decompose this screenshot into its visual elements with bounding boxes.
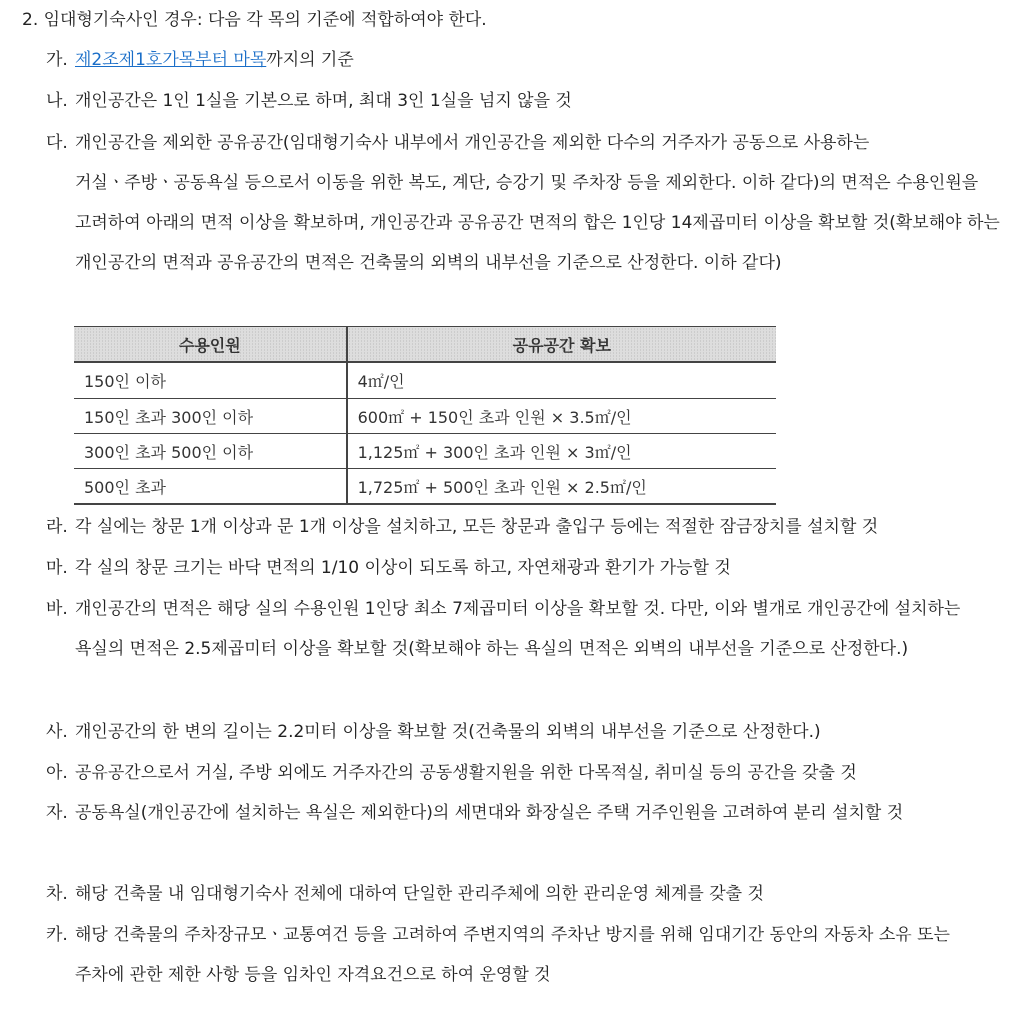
list-item-ba: [46, 589, 1004, 669]
list-item-a: [46, 753, 1004, 793]
table-row: [74, 362, 776, 399]
table-row: [74, 469, 776, 505]
item-marker: 자.: [46, 803, 68, 823]
item-marker: 라.: [46, 517, 68, 537]
item-marker: 나.: [46, 91, 68, 111]
item-marker: 사.: [46, 722, 68, 742]
list-item-ga: [46, 40, 1004, 80]
item-text: 개인공간의 한 변의 길이는 2.2미터 이상을 확보할 것(건축물의 외벽의 내부선을 기준으로 산정한다.): [75, 722, 821, 742]
list-item-na: [46, 81, 1004, 121]
column-header-shared-space: 공유공간 확보: [347, 327, 776, 363]
shared-space-table: [74, 326, 776, 505]
column-header-capacity: 수용인원: [74, 327, 347, 363]
table-cell-capacity: 150인 초과 300인 이하: [74, 399, 347, 434]
item-marker: 차.: [46, 884, 68, 904]
list-item-ra: [46, 507, 1004, 547]
item-marker: 아.: [46, 763, 68, 783]
item-text: 각 실에는 창문 1개 이상과 문 1개 이상을 설치하고, 모든 창문과 출입구 등에는 적절한 잠금장치를 설치할 것: [75, 517, 879, 537]
list-item-cha: [46, 874, 1004, 914]
table-header-row: [74, 327, 776, 363]
table-cell-shared-space: 1,725㎡ + 500인 초과 인원 × 2.5㎡/인: [347, 469, 776, 505]
item-text: 공동욕실(개인공간에 설치하는 욕실은 제외한다)의 세면대와 화장실은 주택 거주인원을 고려하여 분리 설치할 것: [75, 803, 904, 823]
item-text: 개인공간을 제외한 공유공간(임대형기숙사 내부에서 개인공간을 제외한 다수의 거주자가 공동으로 사용하는 거실ㆍ주방ㆍ공동욕실 등으로서 이동을 위한 복도, 계단, 승강기 및 주차장 등을 제외한다. 이하 같다)의 면적은 수용인원을 고려하여 아래의 면적 이상을 확보하며, 개인공간과 공유공간 면적의 합은 1인당 14제곱미터 이상을 확보할 것(확보해야 하는 개인공간의 면적과 공유공간의 면적은 건축물의 외벽의 내부선을 기준으로 산정한다. 이하 같다): [75, 133, 1000, 273]
list-item-ma: [46, 548, 1004, 588]
item-marker: 가.: [46, 50, 68, 70]
table-row: [74, 434, 776, 469]
item-text-suffix: 까지의 기준: [266, 50, 354, 70]
table-row: [74, 399, 776, 434]
item-marker: 카.: [46, 925, 68, 945]
item-text: 개인공간의 면적은 해당 실의 수용인원 1인당 최소 7제곱미터 이상을 확보할 것. 다만, 이와 별개로 개인공간에 설치하는 욕실의 면적은 2.5제곱미터 이상을 확보할 것(확보해야 하는 욕실의 면적은 외벽의 내부선을 기준으로 산정한다.): [75, 599, 961, 659]
list-item-da: [46, 123, 1004, 283]
table-cell-capacity: 500인 초과: [74, 469, 347, 505]
section-heading: 2. 임대형기숙사인 경우: 다음 각 목의 기준에 적합하여야 한다.: [22, 10, 487, 30]
item-text: 공유공간으로서 거실, 주방 외에도 거주자간의 공동생활지원을 위한 다목적실, 취미실 등의 공간을 갖출 것: [75, 763, 857, 783]
table-cell-capacity: 300인 초과 500인 이하: [74, 434, 347, 469]
list-item-ja: [46, 793, 1004, 833]
item-marker: 다.: [46, 133, 68, 153]
item-text: [75, 40, 1004, 80]
item-text: 해당 건축물의 주차장규모ㆍ교통여건 등을 고려하여 주변지역의 주차난 방지를 위해 임대기간 동안의 자동차 소유 또는 주차에 관한 제한 사항 등을 임차인 자격요건으로 하여 운영할 것: [75, 925, 950, 985]
table-cell-shared-space: 1,125㎡ + 300인 초과 인원 × 3㎡/인: [347, 434, 776, 469]
item-text: 개인공간은 1인 1실을 기본으로 하며, 최대 3인 1실을 넘지 않을 것: [75, 91, 572, 111]
item-text: 해당 건축물 내 임대형기숙사 전체에 대하여 단일한 관리주체에 의한 관리운영 체계를 갖출 것: [75, 884, 764, 904]
table-cell-shared-space: 600㎡ + 150인 초과 인원 × 3.5㎡/인: [347, 399, 776, 434]
article-reference-link[interactable]: 제2조제1호가목부터 마목: [75, 50, 267, 70]
list-item-sa: [46, 712, 1004, 752]
item-text: 각 실의 창문 크기는 바닥 면적의 1/10 이상이 되도록 하고, 자연채광과 환기가 가능할 것: [75, 558, 731, 578]
table-cell-shared-space: 4㎡/인: [347, 362, 776, 399]
item-marker: 바.: [46, 599, 68, 619]
list-item-ka: [46, 915, 1004, 995]
item-marker: 마.: [46, 558, 68, 578]
table-cell-capacity: 150인 이하: [74, 362, 347, 399]
